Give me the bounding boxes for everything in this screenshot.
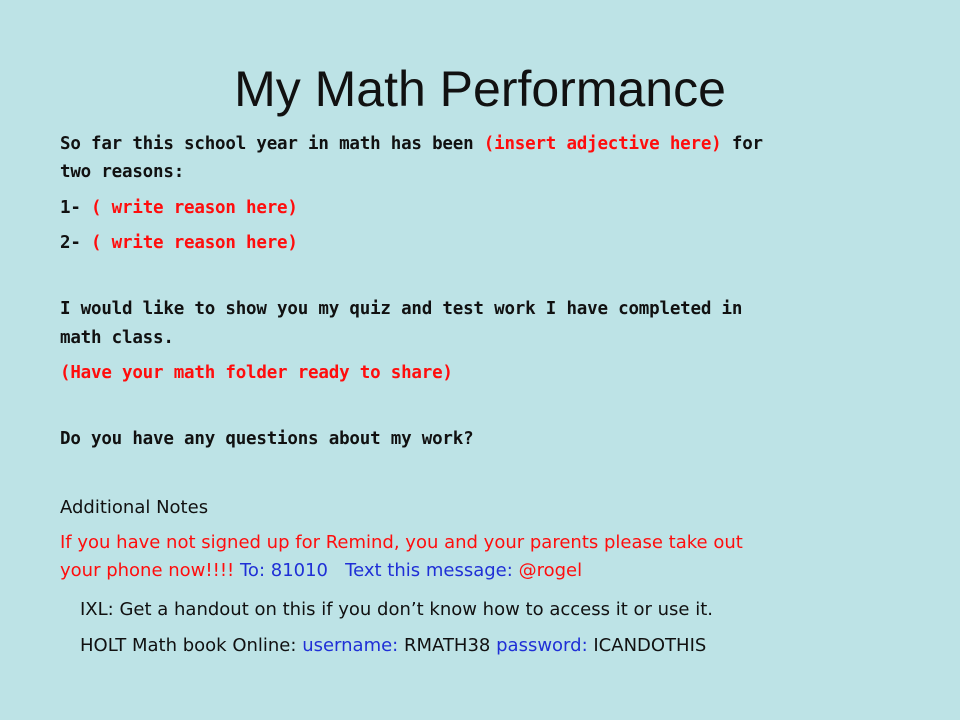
work-line-1: I would like to show you my quiz and test work I have completed in: [60, 299, 743, 319]
intro-line-2: two reasons:: [60, 162, 185, 182]
holt-label: HOLT Math book Online:: [80, 635, 297, 656]
remind-phone-now: your phone now!!!!: [60, 560, 235, 581]
reason-1-placeholder: ( write reason here): [91, 198, 298, 218]
intro-text-b: for: [731, 134, 763, 154]
holt-username: RMATH38: [403, 635, 491, 656]
reason-1-number: 1-: [60, 198, 81, 218]
work-line-2: math class.: [60, 328, 174, 348]
remind-text-instruction: Text this message:: [345, 560, 513, 581]
intro-text-a: So far this school year in math has been: [60, 134, 474, 154]
reason-2-number: 2-: [60, 233, 81, 253]
intro-line-1: [60, 130, 910, 158]
ixl-note: IXL: Get a handout on this if you don’t know how to access it or use it.: [80, 599, 713, 620]
reason-2-placeholder: ( write reason here): [91, 233, 298, 253]
remind-to-number: To: 81010: [240, 560, 328, 581]
remind-class-code: @rogel: [518, 560, 583, 581]
holt-username-label: username:: [302, 635, 399, 656]
folder-note: (Have your math folder ready to share): [60, 363, 453, 383]
holt-password: ICANDOTHIS: [593, 635, 707, 656]
adjective-placeholder: (insert adjective here): [483, 134, 722, 154]
reason-2: [60, 229, 910, 257]
questions-prompt: Do you have any questions about my work?: [60, 429, 474, 449]
slide-title: My Math Performance: [234, 61, 726, 117]
holt-note: [80, 632, 930, 660]
remind-line-1: If you have not signed up for Remind, you and your parents please take out: [60, 532, 743, 553]
remind-line-2: [60, 557, 910, 585]
reason-1: [60, 194, 910, 222]
holt-password-label: password:: [496, 635, 588, 656]
notes-heading: Additional Notes: [60, 497, 209, 518]
